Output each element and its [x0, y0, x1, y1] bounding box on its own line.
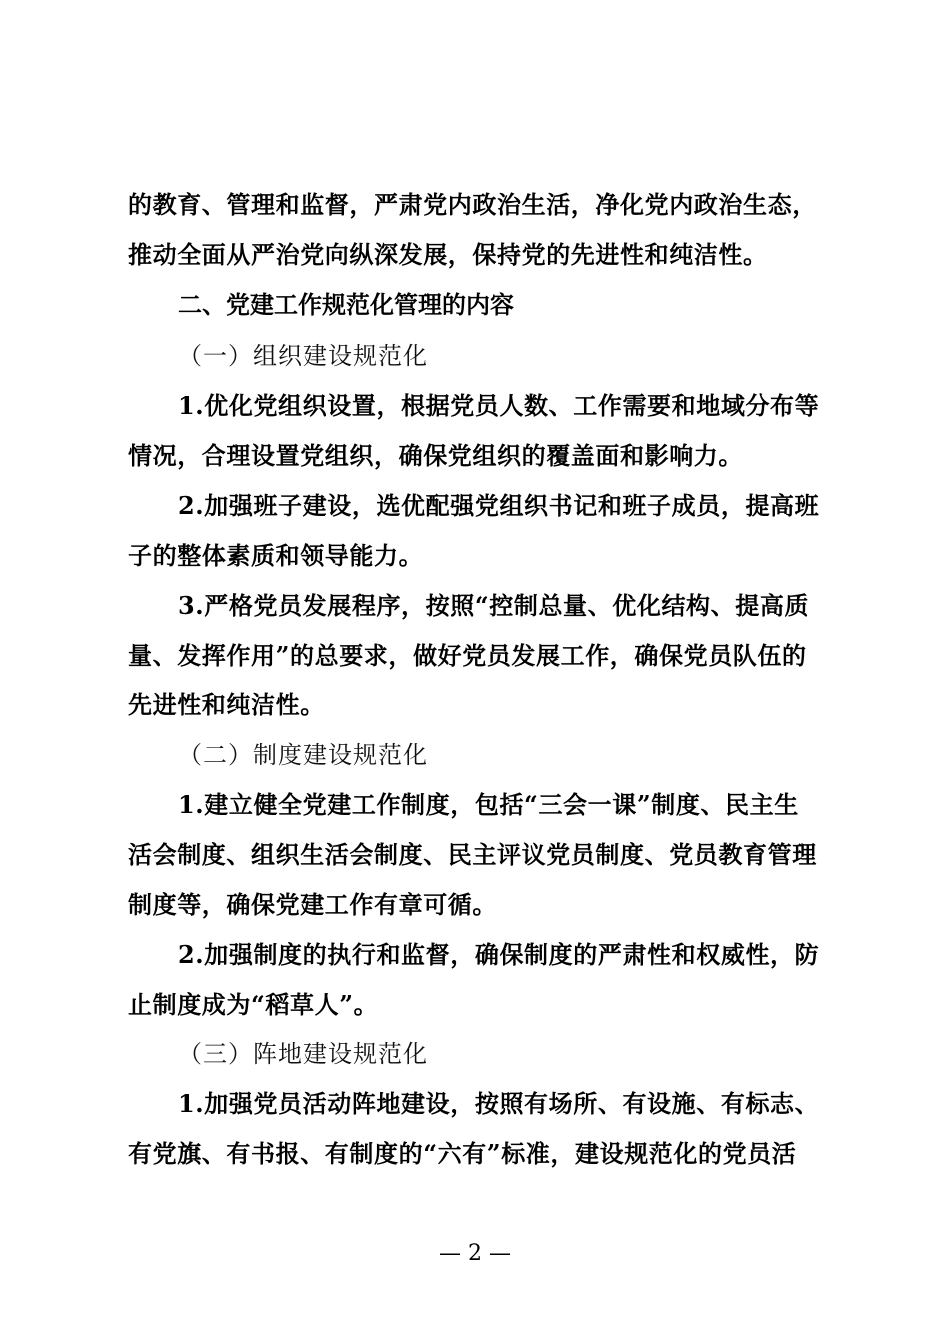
text-line: 2.加强制度的执行和监督，确保制度的严肃性和权威性，防	[178, 940, 820, 969]
subsection-heading: （三）阵地建设规范化	[178, 1040, 428, 1068]
text-line: 有党旗、有书报、有制度的“六有”标准，建设规范化的党员活	[128, 1139, 797, 1168]
text-line: 1.优化党组织设置，根据党员人数、工作需要和地域分布等	[178, 391, 820, 420]
text-line: 子的整体素质和领导能力。	[128, 541, 424, 570]
text-line: 2.加强班子建设，选优配强党组织书记和班子成员，提高班	[178, 491, 820, 520]
text-line: 量、发挥作用”的总要求，做好党员发展工作，确保党员队伍的	[128, 641, 807, 670]
subsection-heading: （二）制度建设规范化	[178, 741, 428, 769]
text-line: 推动全面从严治党向纵深发展，保持党的先进性和纯洁性。	[128, 240, 768, 269]
subsection-heading: （一）组织建设规范化	[178, 342, 428, 370]
text-line: 1.加强党员活动阵地建设，按照有场所、有设施、有标志、	[178, 1089, 820, 1118]
text-line: 1.建立健全党建工作制度，包括“三会一课”制度、民主生	[178, 790, 799, 819]
text-line: 制度等，确保党建工作有章可循。	[128, 890, 497, 919]
text-line: 止制度成为“稻草人”。	[128, 990, 379, 1019]
page-number: — 2 —	[439, 1241, 511, 1266]
text-line: 情况，合理设置党组织，确保党组织的覆盖面和影响力。	[128, 441, 743, 470]
section-heading: 二、党建工作规范化管理的内容	[178, 290, 514, 319]
text-line: 3.严格党员发展程序，按照“控制总量、优化结构、提高质	[178, 591, 810, 620]
text-line: 先进性和纯洁性。	[128, 690, 325, 719]
text-line: 活会制度、组织生活会制度、民主评议党员制度、党员教育管理	[128, 840, 817, 869]
text-line: 的教育、管理和监督，严肃党内政治生活，净化党内政治生态，	[128, 190, 817, 219]
